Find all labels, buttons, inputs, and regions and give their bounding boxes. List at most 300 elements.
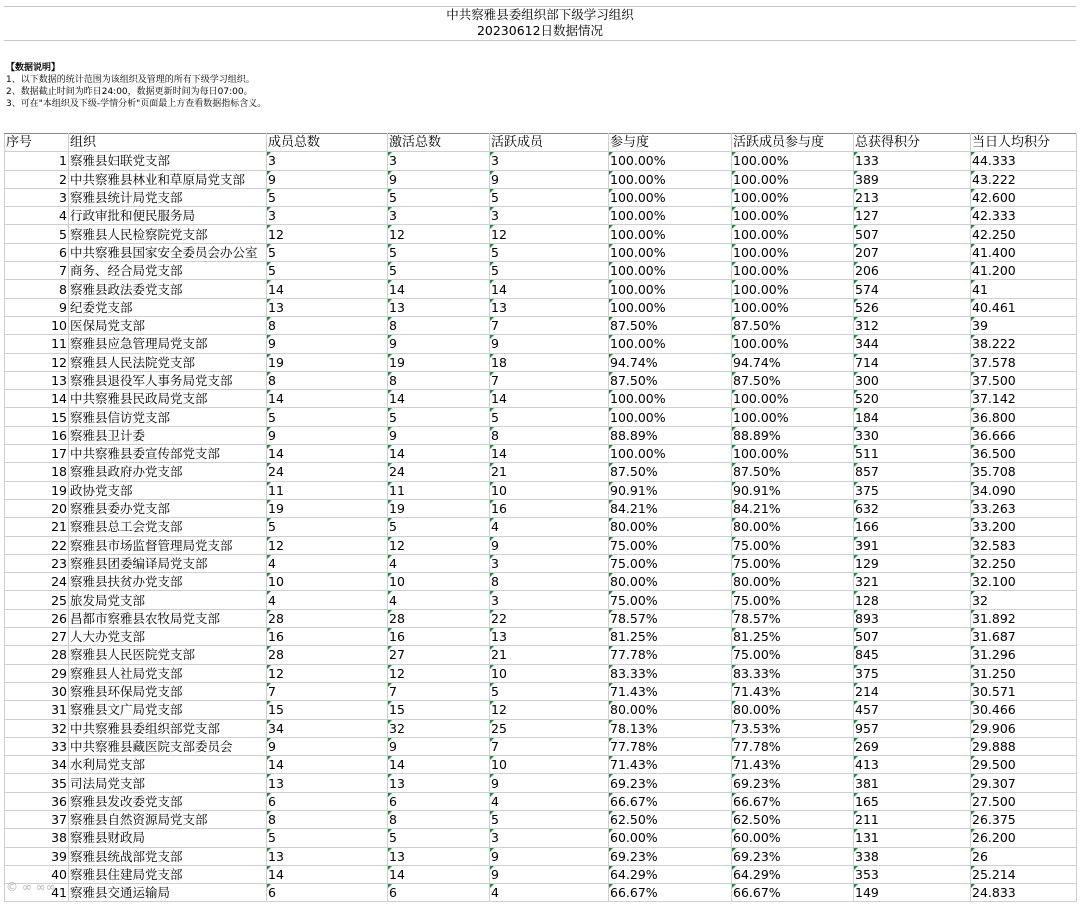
cell-active-participation[interactable]: 80.00% xyxy=(732,573,854,591)
cell-org[interactable]: 中共察雅县国家安全委员会办公室 xyxy=(69,243,267,261)
cell-org[interactable]: 医保局党支部 xyxy=(69,316,267,334)
cell-avg-points[interactable]: 29.500 xyxy=(971,756,1077,774)
cell-active[interactable]: 9 xyxy=(490,774,609,792)
cell-active-participation[interactable]: 62.50% xyxy=(732,810,854,828)
cell-org[interactable]: 察雅县卫计委 xyxy=(69,426,267,444)
cell-org[interactable]: 人大办党支部 xyxy=(69,628,267,646)
cell-org[interactable]: 中共察雅县林业和草原局党支部 xyxy=(69,170,267,188)
cell-active[interactable]: 5 xyxy=(490,810,609,828)
cell-activated[interactable]: 9 xyxy=(388,737,490,755)
cell-index[interactable]: 4 xyxy=(5,207,69,225)
cell-avg-points[interactable]: 37.578 xyxy=(971,353,1077,371)
cell-index[interactable]: 26 xyxy=(5,609,69,627)
cell-active-participation[interactable]: 77.78% xyxy=(732,737,854,755)
col-header-active-participation[interactable]: 活跃成员参与度 xyxy=(732,134,854,152)
cell-org[interactable]: 察雅县环保局党支部 xyxy=(69,682,267,700)
cell-avg-points[interactable]: 36.666 xyxy=(971,426,1077,444)
cell-org[interactable]: 察雅县住建局党支部 xyxy=(69,865,267,883)
cell-active[interactable]: 7 xyxy=(490,737,609,755)
cell-total-points[interactable]: 128 xyxy=(854,591,971,609)
cell-avg-points[interactable]: 26 xyxy=(971,847,1077,865)
cell-index[interactable]: 38 xyxy=(5,829,69,847)
cell-members[interactable]: 13 xyxy=(267,774,388,792)
cell-activated[interactable]: 5 xyxy=(388,188,490,206)
cell-activated[interactable]: 4 xyxy=(388,591,490,609)
cell-org[interactable]: 察雅县人社局党支部 xyxy=(69,664,267,682)
cell-total-points[interactable]: 507 xyxy=(854,225,971,243)
cell-activated[interactable]: 6 xyxy=(388,792,490,810)
cell-active-participation[interactable]: 100.00% xyxy=(732,207,854,225)
cell-participation[interactable]: 90.91% xyxy=(609,481,732,499)
cell-avg-points[interactable]: 27.500 xyxy=(971,792,1077,810)
cell-index[interactable]: 22 xyxy=(5,536,69,554)
cell-active-participation[interactable]: 100.00% xyxy=(732,225,854,243)
cell-avg-points[interactable]: 43.222 xyxy=(971,170,1077,188)
cell-index[interactable]: 3 xyxy=(5,188,69,206)
cell-avg-points[interactable]: 25.214 xyxy=(971,865,1077,883)
cell-active[interactable]: 13 xyxy=(490,298,609,316)
cell-active-participation[interactable]: 94.74% xyxy=(732,353,854,371)
cell-participation[interactable]: 100.00% xyxy=(609,207,732,225)
cell-active-participation[interactable]: 84.21% xyxy=(732,499,854,517)
cell-org[interactable]: 察雅县总工会党支部 xyxy=(69,518,267,536)
cell-avg-points[interactable]: 40.461 xyxy=(971,298,1077,316)
cell-total-points[interactable]: 330 xyxy=(854,426,971,444)
cell-avg-points[interactable]: 36.500 xyxy=(971,445,1077,463)
cell-members[interactable]: 9 xyxy=(267,335,388,353)
cell-participation[interactable]: 100.00% xyxy=(609,225,732,243)
cell-index[interactable]: 36 xyxy=(5,792,69,810)
cell-active[interactable]: 10 xyxy=(490,664,609,682)
cell-org[interactable]: 中共察雅县藏医院支部委员会 xyxy=(69,737,267,755)
cell-participation[interactable]: 100.00% xyxy=(609,188,732,206)
cell-active[interactable]: 5 xyxy=(490,243,609,261)
cell-members[interactable]: 5 xyxy=(267,262,388,280)
cell-participation[interactable]: 75.00% xyxy=(609,554,732,572)
cell-index[interactable]: 15 xyxy=(5,408,69,426)
cell-active-participation[interactable]: 78.57% xyxy=(732,609,854,627)
col-header-total-points[interactable]: 总获得积分 xyxy=(854,134,971,152)
cell-participation[interactable]: 75.00% xyxy=(609,591,732,609)
cell-active-participation[interactable]: 100.00% xyxy=(732,408,854,426)
cell-participation[interactable]: 78.13% xyxy=(609,719,732,737)
cell-participation[interactable]: 80.00% xyxy=(609,701,732,719)
col-header-active[interactable]: 活跃成员 xyxy=(490,134,609,152)
cell-members[interactable]: 28 xyxy=(267,609,388,627)
cell-members[interactable]: 5 xyxy=(267,408,388,426)
cell-active[interactable]: 12 xyxy=(490,225,609,243)
cell-participation[interactable]: 87.50% xyxy=(609,463,732,481)
cell-participation[interactable]: 71.43% xyxy=(609,682,732,700)
cell-members[interactable]: 28 xyxy=(267,646,388,664)
cell-active-participation[interactable]: 75.00% xyxy=(732,591,854,609)
cell-org[interactable]: 察雅县团委编译局党支部 xyxy=(69,554,267,572)
cell-active[interactable]: 14 xyxy=(490,280,609,298)
cell-active[interactable]: 14 xyxy=(490,445,609,463)
cell-activated[interactable]: 5 xyxy=(388,408,490,426)
cell-activated[interactable]: 13 xyxy=(388,847,490,865)
cell-total-points[interactable]: 149 xyxy=(854,884,971,902)
cell-active[interactable]: 25 xyxy=(490,719,609,737)
col-header-participation[interactable]: 参与度 xyxy=(609,134,732,152)
cell-index[interactable]: 17 xyxy=(5,445,69,463)
cell-active[interactable]: 21 xyxy=(490,646,609,664)
cell-index[interactable]: 21 xyxy=(5,518,69,536)
cell-activated[interactable]: 15 xyxy=(388,701,490,719)
cell-active[interactable]: 3 xyxy=(490,591,609,609)
cell-activated[interactable]: 24 xyxy=(388,463,490,481)
cell-index[interactable]: 33 xyxy=(5,737,69,755)
cell-index[interactable]: 11 xyxy=(5,335,69,353)
cell-total-points[interactable]: 321 xyxy=(854,573,971,591)
cell-activated[interactable]: 14 xyxy=(388,865,490,883)
cell-active[interactable]: 5 xyxy=(490,408,609,426)
cell-members[interactable]: 14 xyxy=(267,756,388,774)
cell-activated[interactable]: 14 xyxy=(388,390,490,408)
cell-org[interactable]: 察雅县退役军人事务局党支部 xyxy=(69,371,267,389)
cell-active-participation[interactable]: 80.00% xyxy=(732,518,854,536)
cell-total-points[interactable]: 269 xyxy=(854,737,971,755)
cell-members[interactable]: 13 xyxy=(267,298,388,316)
cell-org[interactable]: 旅发局党支部 xyxy=(69,591,267,609)
cell-participation[interactable]: 88.89% xyxy=(609,426,732,444)
cell-active[interactable]: 9 xyxy=(490,865,609,883)
cell-participation[interactable]: 80.00% xyxy=(609,573,732,591)
cell-active-participation[interactable]: 69.23% xyxy=(732,774,854,792)
cell-avg-points[interactable]: 32.250 xyxy=(971,554,1077,572)
cell-activated[interactable]: 8 xyxy=(388,316,490,334)
cell-participation[interactable]: 77.78% xyxy=(609,737,732,755)
cell-active[interactable]: 14 xyxy=(490,390,609,408)
cell-activated[interactable]: 9 xyxy=(388,426,490,444)
cell-activated[interactable]: 19 xyxy=(388,499,490,517)
cell-avg-points[interactable]: 30.466 xyxy=(971,701,1077,719)
cell-index[interactable]: 12 xyxy=(5,353,69,371)
cell-avg-points[interactable]: 35.708 xyxy=(971,463,1077,481)
cell-index[interactable]: 30 xyxy=(5,682,69,700)
cell-participation[interactable]: 77.78% xyxy=(609,646,732,664)
cell-org[interactable]: 政协党支部 xyxy=(69,481,267,499)
cell-members[interactable]: 13 xyxy=(267,847,388,865)
cell-participation[interactable]: 100.00% xyxy=(609,170,732,188)
cell-active[interactable]: 5 xyxy=(490,188,609,206)
cell-members[interactable]: 3 xyxy=(267,152,388,170)
cell-members[interactable]: 24 xyxy=(267,463,388,481)
cell-activated[interactable]: 14 xyxy=(388,756,490,774)
cell-members[interactable]: 9 xyxy=(267,426,388,444)
cell-index[interactable]: 14 xyxy=(5,390,69,408)
cell-participation[interactable]: 69.23% xyxy=(609,847,732,865)
cell-members[interactable]: 14 xyxy=(267,445,388,463)
cell-participation[interactable]: 66.67% xyxy=(609,792,732,810)
cell-avg-points[interactable]: 29.888 xyxy=(971,737,1077,755)
cell-members[interactable]: 4 xyxy=(267,591,388,609)
cell-activated[interactable]: 14 xyxy=(388,280,490,298)
cell-members[interactable]: 8 xyxy=(267,316,388,334)
cell-activated[interactable]: 5 xyxy=(388,518,490,536)
cell-activated[interactable]: 11 xyxy=(388,481,490,499)
cell-avg-points[interactable]: 34.090 xyxy=(971,481,1077,499)
cell-org[interactable]: 察雅县文广局党支部 xyxy=(69,701,267,719)
cell-total-points[interactable]: 845 xyxy=(854,646,971,664)
cell-index[interactable]: 34 xyxy=(5,756,69,774)
cell-total-points[interactable]: 211 xyxy=(854,810,971,828)
cell-activated[interactable]: 5 xyxy=(388,262,490,280)
cell-active[interactable]: 3 xyxy=(490,207,609,225)
cell-activated[interactable]: 10 xyxy=(388,573,490,591)
cell-participation[interactable]: 100.00% xyxy=(609,408,732,426)
cell-total-points[interactable]: 520 xyxy=(854,390,971,408)
col-header-members[interactable]: 成员总数 xyxy=(267,134,388,152)
cell-avg-points[interactable]: 31.296 xyxy=(971,646,1077,664)
cell-active[interactable]: 18 xyxy=(490,353,609,371)
cell-org[interactable]: 商务、经合局党支部 xyxy=(69,262,267,280)
cell-avg-points[interactable]: 33.263 xyxy=(971,499,1077,517)
cell-org[interactable]: 察雅县人民医院党支部 xyxy=(69,646,267,664)
cell-participation[interactable]: 100.00% xyxy=(609,280,732,298)
cell-activated[interactable]: 5 xyxy=(388,243,490,261)
cell-total-points[interactable]: 381 xyxy=(854,774,971,792)
cell-active-participation[interactable]: 100.00% xyxy=(732,243,854,261)
cell-participation[interactable]: 87.50% xyxy=(609,371,732,389)
cell-participation[interactable]: 81.25% xyxy=(609,628,732,646)
cell-org[interactable]: 纪委党支部 xyxy=(69,298,267,316)
cell-active[interactable]: 9 xyxy=(490,847,609,865)
cell-total-points[interactable]: 166 xyxy=(854,518,971,536)
cell-active[interactable]: 21 xyxy=(490,463,609,481)
cell-org[interactable]: 察雅县人民法院党支部 xyxy=(69,353,267,371)
cell-active-participation[interactable]: 90.91% xyxy=(732,481,854,499)
cell-avg-points[interactable]: 42.333 xyxy=(971,207,1077,225)
cell-members[interactable]: 14 xyxy=(267,865,388,883)
cell-active[interactable]: 4 xyxy=(490,884,609,902)
cell-index[interactable]: 18 xyxy=(5,463,69,481)
cell-members[interactable]: 19 xyxy=(267,353,388,371)
cell-active-participation[interactable]: 100.00% xyxy=(732,298,854,316)
cell-activated[interactable]: 8 xyxy=(388,371,490,389)
cell-index[interactable]: 19 xyxy=(5,481,69,499)
cell-active[interactable]: 8 xyxy=(490,573,609,591)
cell-index[interactable]: 39 xyxy=(5,847,69,865)
cell-members[interactable]: 11 xyxy=(267,481,388,499)
cell-avg-points[interactable]: 44.333 xyxy=(971,152,1077,170)
cell-org[interactable]: 察雅县发改委党支部 xyxy=(69,792,267,810)
cell-total-points[interactable]: 312 xyxy=(854,316,971,334)
cell-avg-points[interactable]: 32.583 xyxy=(971,536,1077,554)
cell-activated[interactable]: 6 xyxy=(388,884,490,902)
cell-total-points[interactable]: 344 xyxy=(854,335,971,353)
cell-active-participation[interactable]: 100.00% xyxy=(732,390,854,408)
cell-avg-points[interactable]: 41.400 xyxy=(971,243,1077,261)
cell-total-points[interactable]: 127 xyxy=(854,207,971,225)
cell-total-points[interactable]: 391 xyxy=(854,536,971,554)
cell-active-participation[interactable]: 100.00% xyxy=(732,335,854,353)
cell-total-points[interactable]: 857 xyxy=(854,463,971,481)
cell-index[interactable]: 28 xyxy=(5,646,69,664)
cell-active-participation[interactable]: 75.00% xyxy=(732,554,854,572)
cell-members[interactable]: 5 xyxy=(267,829,388,847)
cell-active-participation[interactable]: 87.50% xyxy=(732,316,854,334)
cell-activated[interactable]: 5 xyxy=(388,829,490,847)
cell-activated[interactable]: 8 xyxy=(388,810,490,828)
cell-org[interactable]: 察雅县财政局 xyxy=(69,829,267,847)
cell-total-points[interactable]: 375 xyxy=(854,664,971,682)
cell-active-participation[interactable]: 100.00% xyxy=(732,152,854,170)
cell-members[interactable]: 3 xyxy=(267,207,388,225)
cell-total-points[interactable]: 413 xyxy=(854,756,971,774)
cell-activated[interactable]: 7 xyxy=(388,682,490,700)
cell-index[interactable]: 6 xyxy=(5,243,69,261)
cell-active-participation[interactable]: 100.00% xyxy=(732,188,854,206)
cell-members[interactable]: 8 xyxy=(267,371,388,389)
cell-active-participation[interactable]: 88.89% xyxy=(732,426,854,444)
cell-total-points[interactable]: 300 xyxy=(854,371,971,389)
cell-avg-points[interactable]: 39 xyxy=(971,316,1077,334)
col-header-avg-points[interactable]: 当日人均积分 xyxy=(971,134,1077,152)
cell-participation[interactable]: 100.00% xyxy=(609,298,732,316)
cell-index[interactable]: 40 xyxy=(5,865,69,883)
cell-activated[interactable]: 3 xyxy=(388,152,490,170)
cell-activated[interactable]: 16 xyxy=(388,628,490,646)
cell-org[interactable]: 行政审批和便民服务局 xyxy=(69,207,267,225)
cell-active-participation[interactable]: 87.50% xyxy=(732,463,854,481)
cell-avg-points[interactable]: 29.307 xyxy=(971,774,1077,792)
cell-avg-points[interactable]: 24.833 xyxy=(971,884,1077,902)
cell-members[interactable]: 9 xyxy=(267,737,388,755)
cell-index[interactable]: 9 xyxy=(5,298,69,316)
cell-members[interactable]: 12 xyxy=(267,664,388,682)
cell-active[interactable]: 12 xyxy=(490,701,609,719)
cell-total-points[interactable]: 214 xyxy=(854,682,971,700)
cell-org[interactable]: 察雅县交通运输局 xyxy=(69,884,267,902)
cell-active-participation[interactable]: 69.23% xyxy=(732,847,854,865)
cell-members[interactable]: 6 xyxy=(267,884,388,902)
cell-active[interactable]: 7 xyxy=(490,316,609,334)
cell-avg-points[interactable]: 36.800 xyxy=(971,408,1077,426)
cell-index[interactable]: 2 xyxy=(5,170,69,188)
cell-activated[interactable]: 13 xyxy=(388,298,490,316)
cell-activated[interactable]: 9 xyxy=(388,170,490,188)
cell-total-points[interactable]: 165 xyxy=(854,792,971,810)
cell-index[interactable]: 7 xyxy=(5,262,69,280)
cell-participation[interactable]: 94.74% xyxy=(609,353,732,371)
cell-total-points[interactable]: 632 xyxy=(854,499,971,517)
cell-members[interactable]: 14 xyxy=(267,390,388,408)
cell-org[interactable]: 察雅县委办党支部 xyxy=(69,499,267,517)
cell-avg-points[interactable]: 41 xyxy=(971,280,1077,298)
cell-members[interactable]: 4 xyxy=(267,554,388,572)
cell-org[interactable]: 察雅县市场监督管理局党支部 xyxy=(69,536,267,554)
cell-active[interactable]: 4 xyxy=(490,792,609,810)
cell-index[interactable]: 35 xyxy=(5,774,69,792)
cell-active[interactable]: 5 xyxy=(490,682,609,700)
cell-active-participation[interactable]: 66.67% xyxy=(732,884,854,902)
cell-total-points[interactable]: 213 xyxy=(854,188,971,206)
cell-active-participation[interactable]: 81.25% xyxy=(732,628,854,646)
cell-active[interactable]: 5 xyxy=(490,262,609,280)
cell-avg-points[interactable]: 41.200 xyxy=(971,262,1077,280)
cell-participation[interactable]: 64.29% xyxy=(609,865,732,883)
cell-index[interactable]: 29 xyxy=(5,664,69,682)
cell-participation[interactable]: 100.00% xyxy=(609,335,732,353)
cell-index[interactable]: 27 xyxy=(5,628,69,646)
cell-active[interactable]: 10 xyxy=(490,481,609,499)
cell-members[interactable]: 8 xyxy=(267,810,388,828)
cell-activated[interactable]: 12 xyxy=(388,664,490,682)
cell-participation[interactable]: 75.00% xyxy=(609,536,732,554)
cell-total-points[interactable]: 714 xyxy=(854,353,971,371)
cell-total-points[interactable]: 206 xyxy=(854,262,971,280)
cell-members[interactable]: 34 xyxy=(267,719,388,737)
cell-org[interactable]: 察雅县统战部党支部 xyxy=(69,847,267,865)
cell-members[interactable]: 5 xyxy=(267,188,388,206)
cell-index[interactable]: 31 xyxy=(5,701,69,719)
cell-active[interactable]: 9 xyxy=(490,170,609,188)
cell-members[interactable]: 5 xyxy=(267,243,388,261)
cell-active[interactable]: 9 xyxy=(490,335,609,353)
cell-index[interactable]: 10 xyxy=(5,316,69,334)
cell-index[interactable]: 1 xyxy=(5,152,69,170)
cell-participation[interactable]: 100.00% xyxy=(609,243,732,261)
cell-activated[interactable]: 9 xyxy=(388,335,490,353)
cell-index[interactable]: 25 xyxy=(5,591,69,609)
cell-activated[interactable]: 3 xyxy=(388,207,490,225)
cell-avg-points[interactable]: 37.142 xyxy=(971,390,1077,408)
cell-index[interactable]: 8 xyxy=(5,280,69,298)
cell-total-points[interactable]: 507 xyxy=(854,628,971,646)
cell-activated[interactable]: 12 xyxy=(388,225,490,243)
cell-index[interactable]: 20 xyxy=(5,499,69,517)
cell-index[interactable]: 32 xyxy=(5,719,69,737)
cell-participation[interactable]: 100.00% xyxy=(609,152,732,170)
cell-total-points[interactable]: 957 xyxy=(854,719,971,737)
cell-avg-points[interactable]: 29.906 xyxy=(971,719,1077,737)
cell-members[interactable]: 10 xyxy=(267,573,388,591)
cell-org[interactable]: 察雅县妇联党支部 xyxy=(69,152,267,170)
cell-avg-points[interactable]: 42.600 xyxy=(971,188,1077,206)
cell-total-points[interactable]: 389 xyxy=(854,170,971,188)
cell-activated[interactable]: 27 xyxy=(388,646,490,664)
cell-activated[interactable]: 13 xyxy=(388,774,490,792)
cell-activated[interactable]: 32 xyxy=(388,719,490,737)
cell-active-participation[interactable]: 83.33% xyxy=(732,664,854,682)
cell-active-participation[interactable]: 60.00% xyxy=(732,829,854,847)
cell-participation[interactable]: 84.21% xyxy=(609,499,732,517)
cell-active[interactable]: 13 xyxy=(490,628,609,646)
cell-avg-points[interactable]: 32 xyxy=(971,591,1077,609)
cell-active-participation[interactable]: 80.00% xyxy=(732,701,854,719)
cell-avg-points[interactable]: 32.100 xyxy=(971,573,1077,591)
col-header-activated[interactable]: 激活总数 xyxy=(388,134,490,152)
cell-participation[interactable]: 62.50% xyxy=(609,810,732,828)
cell-total-points[interactable]: 131 xyxy=(854,829,971,847)
cell-members[interactable]: 7 xyxy=(267,682,388,700)
cell-avg-points[interactable]: 31.687 xyxy=(971,628,1077,646)
cell-active[interactable]: 16 xyxy=(490,499,609,517)
cell-active-participation[interactable]: 100.00% xyxy=(732,170,854,188)
cell-total-points[interactable]: 133 xyxy=(854,152,971,170)
cell-active[interactable]: 3 xyxy=(490,554,609,572)
cell-index[interactable]: 37 xyxy=(5,810,69,828)
cell-org[interactable]: 察雅县政府办党支部 xyxy=(69,463,267,481)
cell-org[interactable]: 察雅县信访党支部 xyxy=(69,408,267,426)
cell-activated[interactable]: 12 xyxy=(388,536,490,554)
cell-active[interactable]: 22 xyxy=(490,609,609,627)
cell-avg-points[interactable]: 31.250 xyxy=(971,664,1077,682)
cell-members[interactable]: 14 xyxy=(267,280,388,298)
cell-participation[interactable]: 87.50% xyxy=(609,316,732,334)
cell-participation[interactable]: 60.00% xyxy=(609,829,732,847)
